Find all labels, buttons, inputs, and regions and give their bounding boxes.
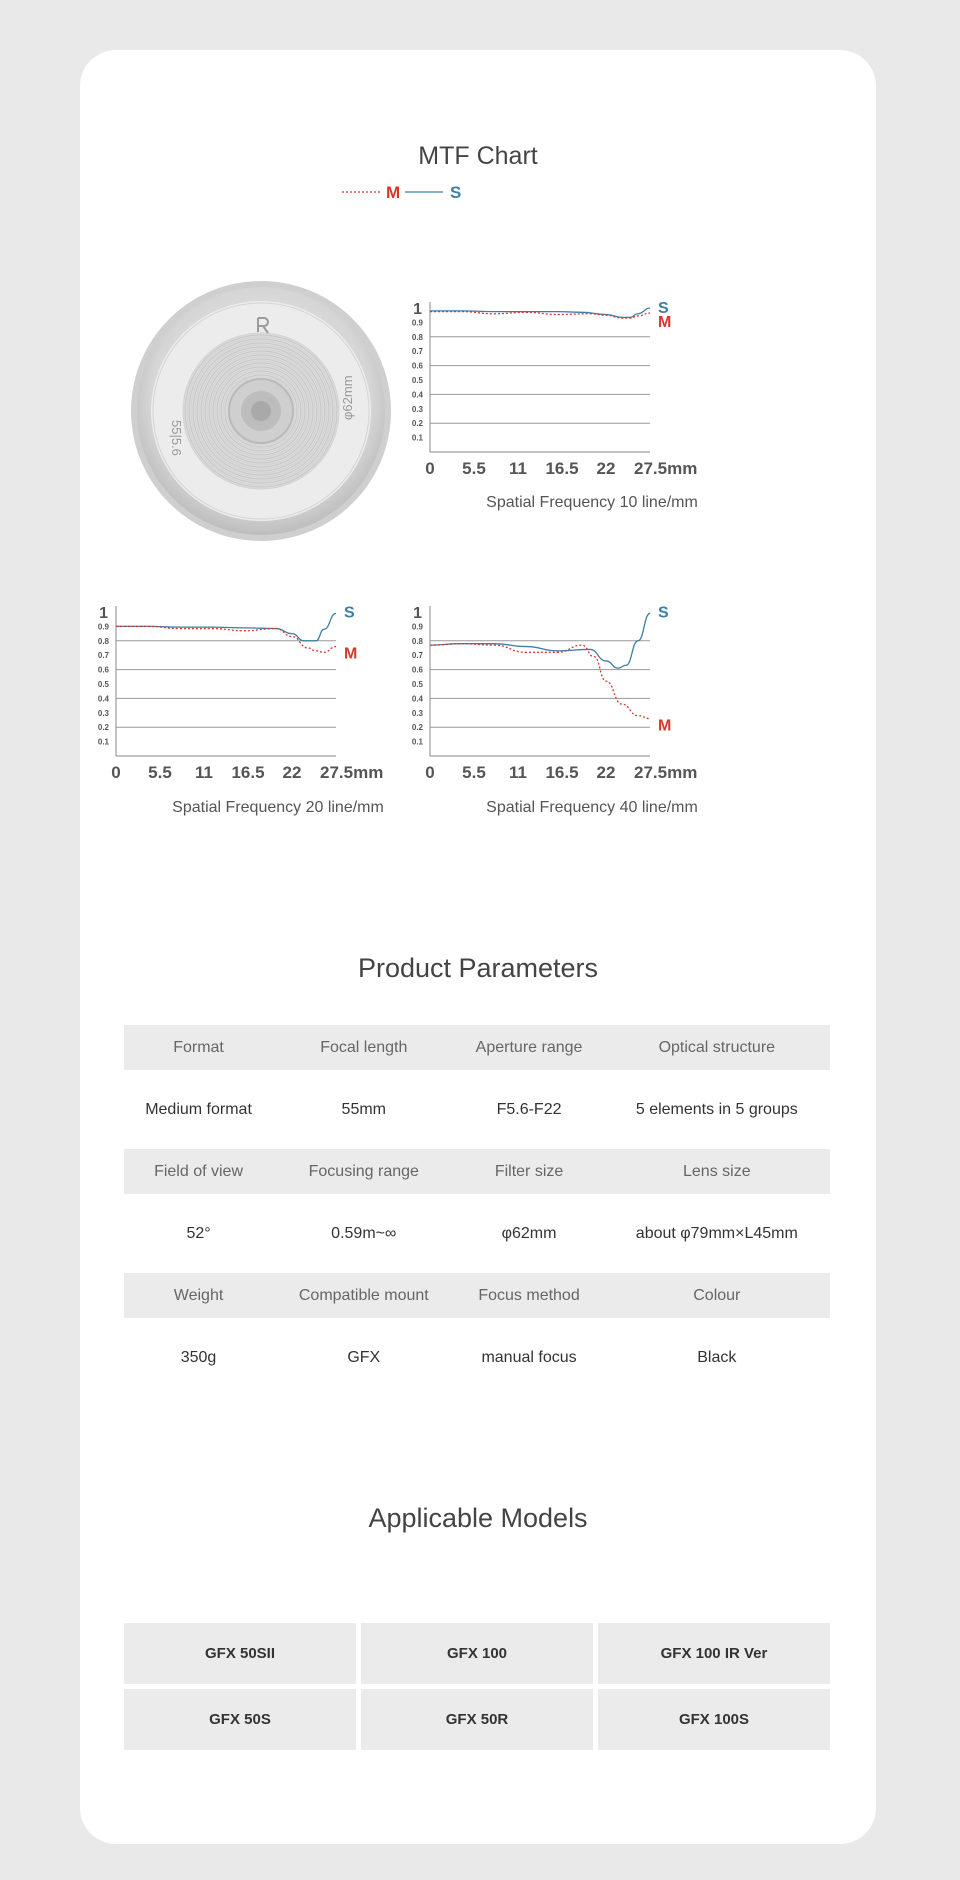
y-tick-label: 0.6 bbox=[411, 665, 423, 675]
x-tick-label: 11 bbox=[195, 763, 213, 782]
param-label: Field of view bbox=[124, 1149, 273, 1194]
param-label: Focal length bbox=[273, 1025, 454, 1070]
model-cell: GFX 100 bbox=[361, 1623, 593, 1684]
mtf-chart-40lpmm bbox=[411, 598, 736, 808]
legend-svg bbox=[80, 180, 876, 204]
chart-title-10lpmm: Spatial Frequency 10 line/mm bbox=[486, 494, 698, 511]
y-tick-label: 1 bbox=[413, 301, 422, 318]
chart-title-20lpmm: Spatial Frequency 20 line/mm bbox=[172, 799, 384, 816]
param-label: Weight bbox=[124, 1273, 273, 1318]
lens-engraving-left: 55|5.6 bbox=[169, 420, 184, 456]
y-tick-label: 0.2 bbox=[97, 723, 109, 733]
x-tick-label: 22 bbox=[282, 763, 302, 782]
param-value: 5 elements in 5 groups bbox=[604, 1070, 830, 1149]
x-tick-label: 5.5 bbox=[462, 459, 486, 478]
legend-s-label: S bbox=[450, 183, 462, 202]
param-value: 0.59m~∞ bbox=[273, 1194, 454, 1273]
series-label-s: S bbox=[344, 604, 355, 622]
mtf-chart-10lpmm bbox=[411, 294, 736, 504]
y-tick-label: 0.7 bbox=[411, 347, 423, 357]
product-parameters-title: Product Parameters bbox=[357, 953, 599, 983]
x-tick-label: 16.5 bbox=[545, 763, 579, 782]
y-tick-label: 0.6 bbox=[411, 361, 423, 371]
param-header-row bbox=[124, 1025, 830, 1070]
mtf-chart-title: MTF Chart bbox=[418, 142, 538, 170]
param-value: manual focus bbox=[454, 1318, 603, 1397]
y-tick-label: 0.4 bbox=[411, 694, 423, 704]
param-label: Lens size bbox=[604, 1149, 830, 1194]
param-value: φ62mm bbox=[454, 1194, 603, 1273]
y-tick-label: 0.9 bbox=[411, 622, 423, 632]
model-cell: GFX 100S bbox=[598, 1689, 830, 1750]
product-card bbox=[80, 50, 876, 1844]
model-cell: GFX 50S bbox=[124, 1689, 356, 1750]
param-label: Colour bbox=[604, 1273, 830, 1318]
param-value: Medium format bbox=[124, 1070, 273, 1149]
series-label-s: S bbox=[658, 604, 669, 622]
x-tick-label: 27.5mm bbox=[634, 763, 698, 782]
y-tick-label: 0.1 bbox=[411, 737, 423, 747]
y-tick-label: 0.1 bbox=[97, 737, 109, 747]
param-label: Format bbox=[124, 1025, 273, 1070]
series-line-m bbox=[116, 626, 336, 652]
y-tick-label: 0.5 bbox=[411, 680, 423, 689]
product-parameters-table bbox=[124, 1025, 830, 1397]
param-label: Compatible mount bbox=[273, 1273, 454, 1318]
y-tick-label: 0.4 bbox=[97, 694, 109, 704]
series-label-m: M bbox=[658, 717, 672, 735]
y-tick-label: 1 bbox=[413, 605, 422, 622]
x-tick-label: 0 bbox=[111, 763, 121, 782]
y-tick-label: 0.8 bbox=[411, 636, 423, 646]
param-value-row bbox=[124, 1194, 830, 1273]
x-tick-label: 27.5mm bbox=[634, 459, 698, 478]
param-header-row bbox=[124, 1273, 830, 1318]
model-cell: GFX 50R bbox=[361, 1689, 593, 1750]
lens-engraving-right: φ62mm bbox=[340, 375, 355, 420]
model-cell: GFX 50SII bbox=[124, 1623, 356, 1684]
param-label: Focus method bbox=[454, 1273, 603, 1318]
y-tick-label: 0.1 bbox=[411, 433, 423, 443]
x-tick-label: 5.5 bbox=[462, 763, 486, 782]
param-value: Black bbox=[604, 1318, 830, 1397]
x-tick-label: 11 bbox=[509, 459, 527, 478]
x-tick-label: 11 bbox=[509, 763, 527, 782]
x-tick-label: 0 bbox=[425, 459, 435, 478]
param-label: Focusing range bbox=[273, 1149, 454, 1194]
applicable-models-grid bbox=[124, 1623, 830, 1750]
param-value-row bbox=[124, 1318, 830, 1397]
mtf-legend bbox=[80, 180, 876, 204]
y-tick-label: 0.2 bbox=[411, 419, 423, 429]
x-tick-label: 22 bbox=[596, 763, 616, 782]
y-tick-label: 0.8 bbox=[97, 636, 109, 646]
x-tick-label: 16.5 bbox=[231, 763, 265, 782]
y-tick-label: 0.3 bbox=[411, 708, 423, 718]
y-tick-label: 0.7 bbox=[411, 651, 423, 661]
param-value: 350g bbox=[124, 1318, 273, 1397]
param-value: GFX bbox=[273, 1318, 454, 1397]
y-tick-label: 0.3 bbox=[97, 708, 109, 718]
x-tick-label: 5.5 bbox=[148, 763, 172, 782]
x-tick-label: 0 bbox=[425, 763, 435, 782]
model-cell: GFX 100 IR Ver bbox=[598, 1623, 830, 1684]
mtf-chart-20lpmm bbox=[97, 598, 422, 808]
chart-title-40lpmm: Spatial Frequency 40 line/mm bbox=[486, 799, 698, 816]
series-label-m: M bbox=[344, 645, 358, 663]
y-tick-label: 0.8 bbox=[411, 332, 423, 342]
y-tick-label: 0.5 bbox=[97, 680, 109, 689]
y-tick-label: 0.2 bbox=[411, 723, 423, 733]
param-value: about φ79mm×L45mm bbox=[604, 1194, 830, 1273]
y-tick-label: 0.9 bbox=[411, 318, 423, 328]
y-tick-label: 0.6 bbox=[97, 665, 109, 675]
param-value: 52° bbox=[124, 1194, 273, 1273]
y-tick-label: 0.4 bbox=[411, 390, 423, 400]
param-label: Optical structure bbox=[604, 1025, 830, 1070]
y-tick-label: 0.7 bbox=[97, 651, 109, 661]
x-tick-label: 22 bbox=[596, 459, 616, 478]
applicable-models-title: Applicable Models bbox=[368, 1503, 588, 1533]
y-tick-label: 1 bbox=[99, 605, 108, 622]
y-tick-label: 0.5 bbox=[411, 376, 423, 385]
param-value: 55mm bbox=[273, 1070, 454, 1149]
param-value-row bbox=[124, 1070, 830, 1149]
param-header-row bbox=[124, 1149, 830, 1194]
series-line-s bbox=[116, 613, 336, 640]
y-tick-label: 0.3 bbox=[411, 404, 423, 414]
param-label: Aperture range bbox=[454, 1025, 603, 1070]
x-tick-label: 27.5mm bbox=[320, 763, 384, 782]
lens-front-illustration bbox=[130, 280, 392, 542]
x-tick-label: 16.5 bbox=[545, 459, 579, 478]
series-label-s: S bbox=[658, 300, 669, 317]
y-tick-label: 0.9 bbox=[97, 622, 109, 632]
legend-m-label: M bbox=[386, 183, 401, 202]
param-label: Filter size bbox=[454, 1149, 603, 1194]
param-value: F5.6-F22 bbox=[454, 1070, 603, 1149]
series-label-m: M bbox=[658, 314, 672, 331]
series-line-m bbox=[430, 644, 650, 719]
